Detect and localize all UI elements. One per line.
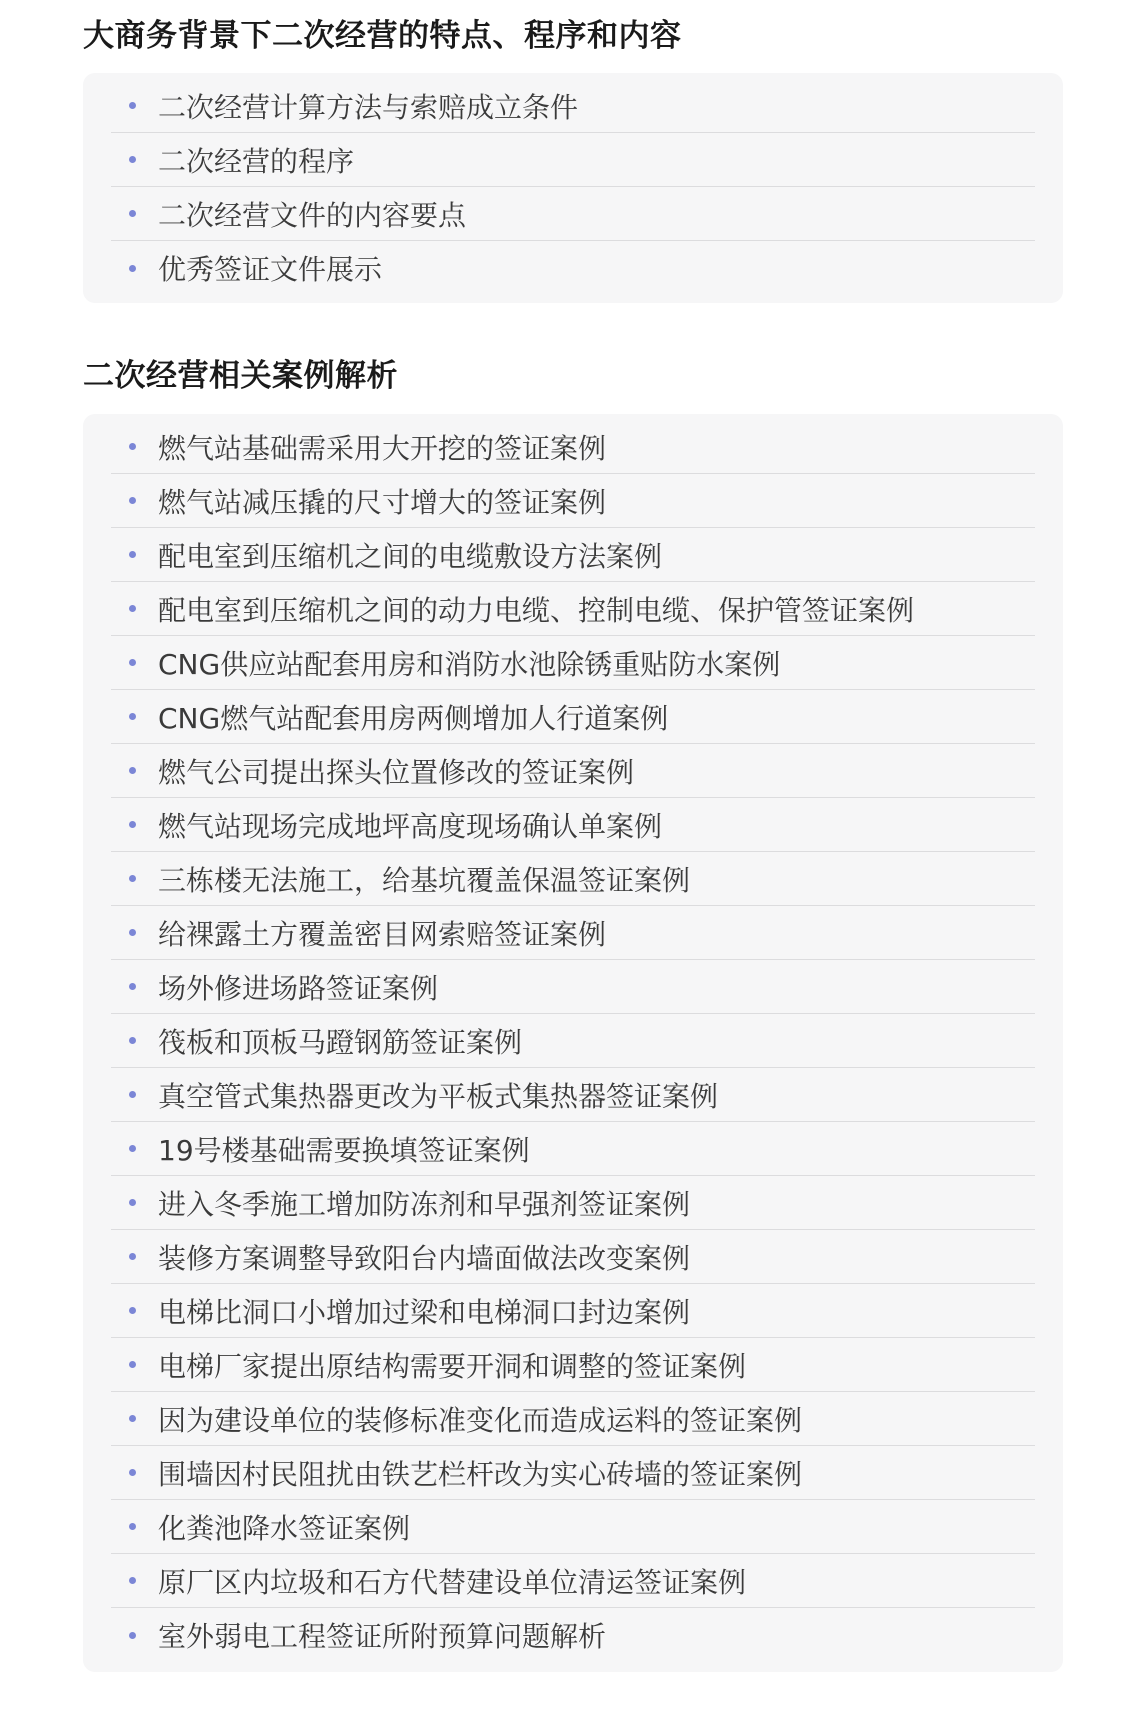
list-item[interactable] [111,1554,1035,1608]
list-item[interactable] [111,798,1035,852]
list-item[interactable] [111,960,1035,1014]
list-item-label: 燃气站现场完成地坪高度现场确认单案例 [158,809,663,843]
bullet-dot-icon [129,1307,136,1314]
list-item-label: 二次经营计算方法与索赔成立条件 [158,90,579,124]
list-item[interactable] [111,1338,1035,1392]
list-item-label: 配电室到压缩机之间的动力电缆、控制电缆、保护管签证案例 [158,593,915,627]
list-item-label: 进入冬季施工增加防冻剂和早强剂签证案例 [158,1187,691,1221]
list-item-label: CNG供应站配套用房和消防水池除锈重贴防水案例 [158,647,781,681]
list-item[interactable] [111,1446,1035,1500]
bullet-dot-icon [129,983,136,990]
bullet-dot-icon [129,1199,136,1206]
bullet-dot-icon [129,1415,136,1422]
list-item-label: 二次经营文件的内容要点 [158,198,467,232]
list-item[interactable] [111,1500,1035,1554]
list-item[interactable] [111,636,1035,690]
list-item[interactable] [111,1284,1035,1338]
list-item[interactable] [111,79,1035,133]
case-card [83,414,1063,1672]
bullet-dot-icon [129,210,136,217]
bullet-dot-icon [129,875,136,882]
list-item-label: CNG燃气站配套用房两侧增加人行道案例 [158,701,669,735]
list-item-label: 装修方案调整导致阳台内墙面做法改变案例 [158,1241,691,1275]
bullet-dot-icon [129,497,136,504]
case-list [111,420,1035,1662]
bullet-dot-icon [129,1091,136,1098]
bullet-dot-icon [129,1469,136,1476]
bullet-dot-icon [129,1361,136,1368]
list-item-label: 筏板和顶板马蹬钢筋签证案例 [158,1025,523,1059]
bullet-dot-icon [129,102,136,109]
list-item[interactable] [111,1122,1035,1176]
list-item[interactable] [111,241,1035,295]
bullet-dot-icon [129,1253,136,1260]
list-item[interactable] [111,474,1035,528]
topic-list [111,79,1035,295]
section-title: 二次经营相关案例解析 [83,358,398,394]
list-item-label: 围墙因村民阻扰由铁艺栏杆改为实心砖墙的签证案例 [158,1457,803,1491]
list-item-label: 燃气站减压撬的尺寸增大的签证案例 [158,485,607,519]
list-item-label: 燃气公司提出探头位置修改的签证案例 [158,755,635,789]
section-business-operations [83,16,1063,303]
list-item-label: 真空管式集热器更改为平板式集热器签证案例 [158,1079,719,1113]
bullet-dot-icon [129,1523,136,1530]
list-item[interactable] [111,1014,1035,1068]
bullet-dot-icon [129,713,136,720]
list-item-label: 场外修进场路签证案例 [158,971,439,1005]
list-item-label: 电梯比洞口小增加过梁和电梯洞口封边案例 [158,1295,691,1329]
list-item-label: 电梯厂家提出原结构需要开洞和调整的签证案例 [158,1349,747,1383]
bullet-dot-icon [129,551,136,558]
list-item-label: 优秀签证文件展示 [158,253,383,286]
list-item-label: 二次经营的程序 [158,144,355,178]
bullet-dot-icon [129,767,136,774]
bullet-dot-icon [129,659,136,666]
list-item-label: 原厂区内垃圾和石方代替建设单位清运签证案例 [158,1565,747,1599]
list-item-label: 燃气站基础需采用大开挖的签证案例 [158,431,607,465]
section-case-analysis [83,356,1063,1672]
list-item-label: 因为建设单位的装修标准变化而造成运料的签证案例 [158,1403,803,1437]
topic-card [83,73,1063,303]
list-item-label: 室外弱电工程签证所附预算问题解析 [158,1620,607,1653]
list-item[interactable] [111,906,1035,960]
list-item[interactable] [111,1392,1035,1446]
list-item[interactable] [111,744,1035,798]
bullet-dot-icon [129,605,136,612]
section-title: 大商务背景下二次经营的特点、程序和内容 [83,18,682,54]
list-item[interactable] [111,852,1035,906]
list-item[interactable] [111,1608,1035,1662]
bullet-dot-icon [129,1632,136,1639]
list-item[interactable] [111,1230,1035,1284]
list-item[interactable] [111,690,1035,744]
list-item[interactable] [111,420,1035,474]
list-item-label: 19号楼基础需要换填签证案例 [158,1133,530,1167]
bullet-dot-icon [129,1577,136,1584]
list-item-label: 三栋楼无法施工，给基坑覆盖保温签证案例 [158,863,691,897]
list-item-label: 给裸露土方覆盖密目网索赔签证案例 [158,917,607,951]
list-item-label: 化粪池降水签证案例 [158,1511,411,1545]
list-item[interactable] [111,1176,1035,1230]
bullet-dot-icon [129,1145,136,1152]
bullet-dot-icon [129,265,136,272]
bullet-dot-icon [129,1037,136,1044]
list-item[interactable] [111,528,1035,582]
bullet-dot-icon [129,821,136,828]
bullet-dot-icon [129,156,136,163]
list-item-label: 配电室到压缩机之间的电缆敷设方法案例 [158,539,663,573]
list-item[interactable] [111,133,1035,187]
list-item[interactable] [111,1068,1035,1122]
list-item[interactable] [111,582,1035,636]
bullet-dot-icon [129,929,136,936]
bullet-dot-icon [129,443,136,450]
list-item[interactable] [111,187,1035,241]
